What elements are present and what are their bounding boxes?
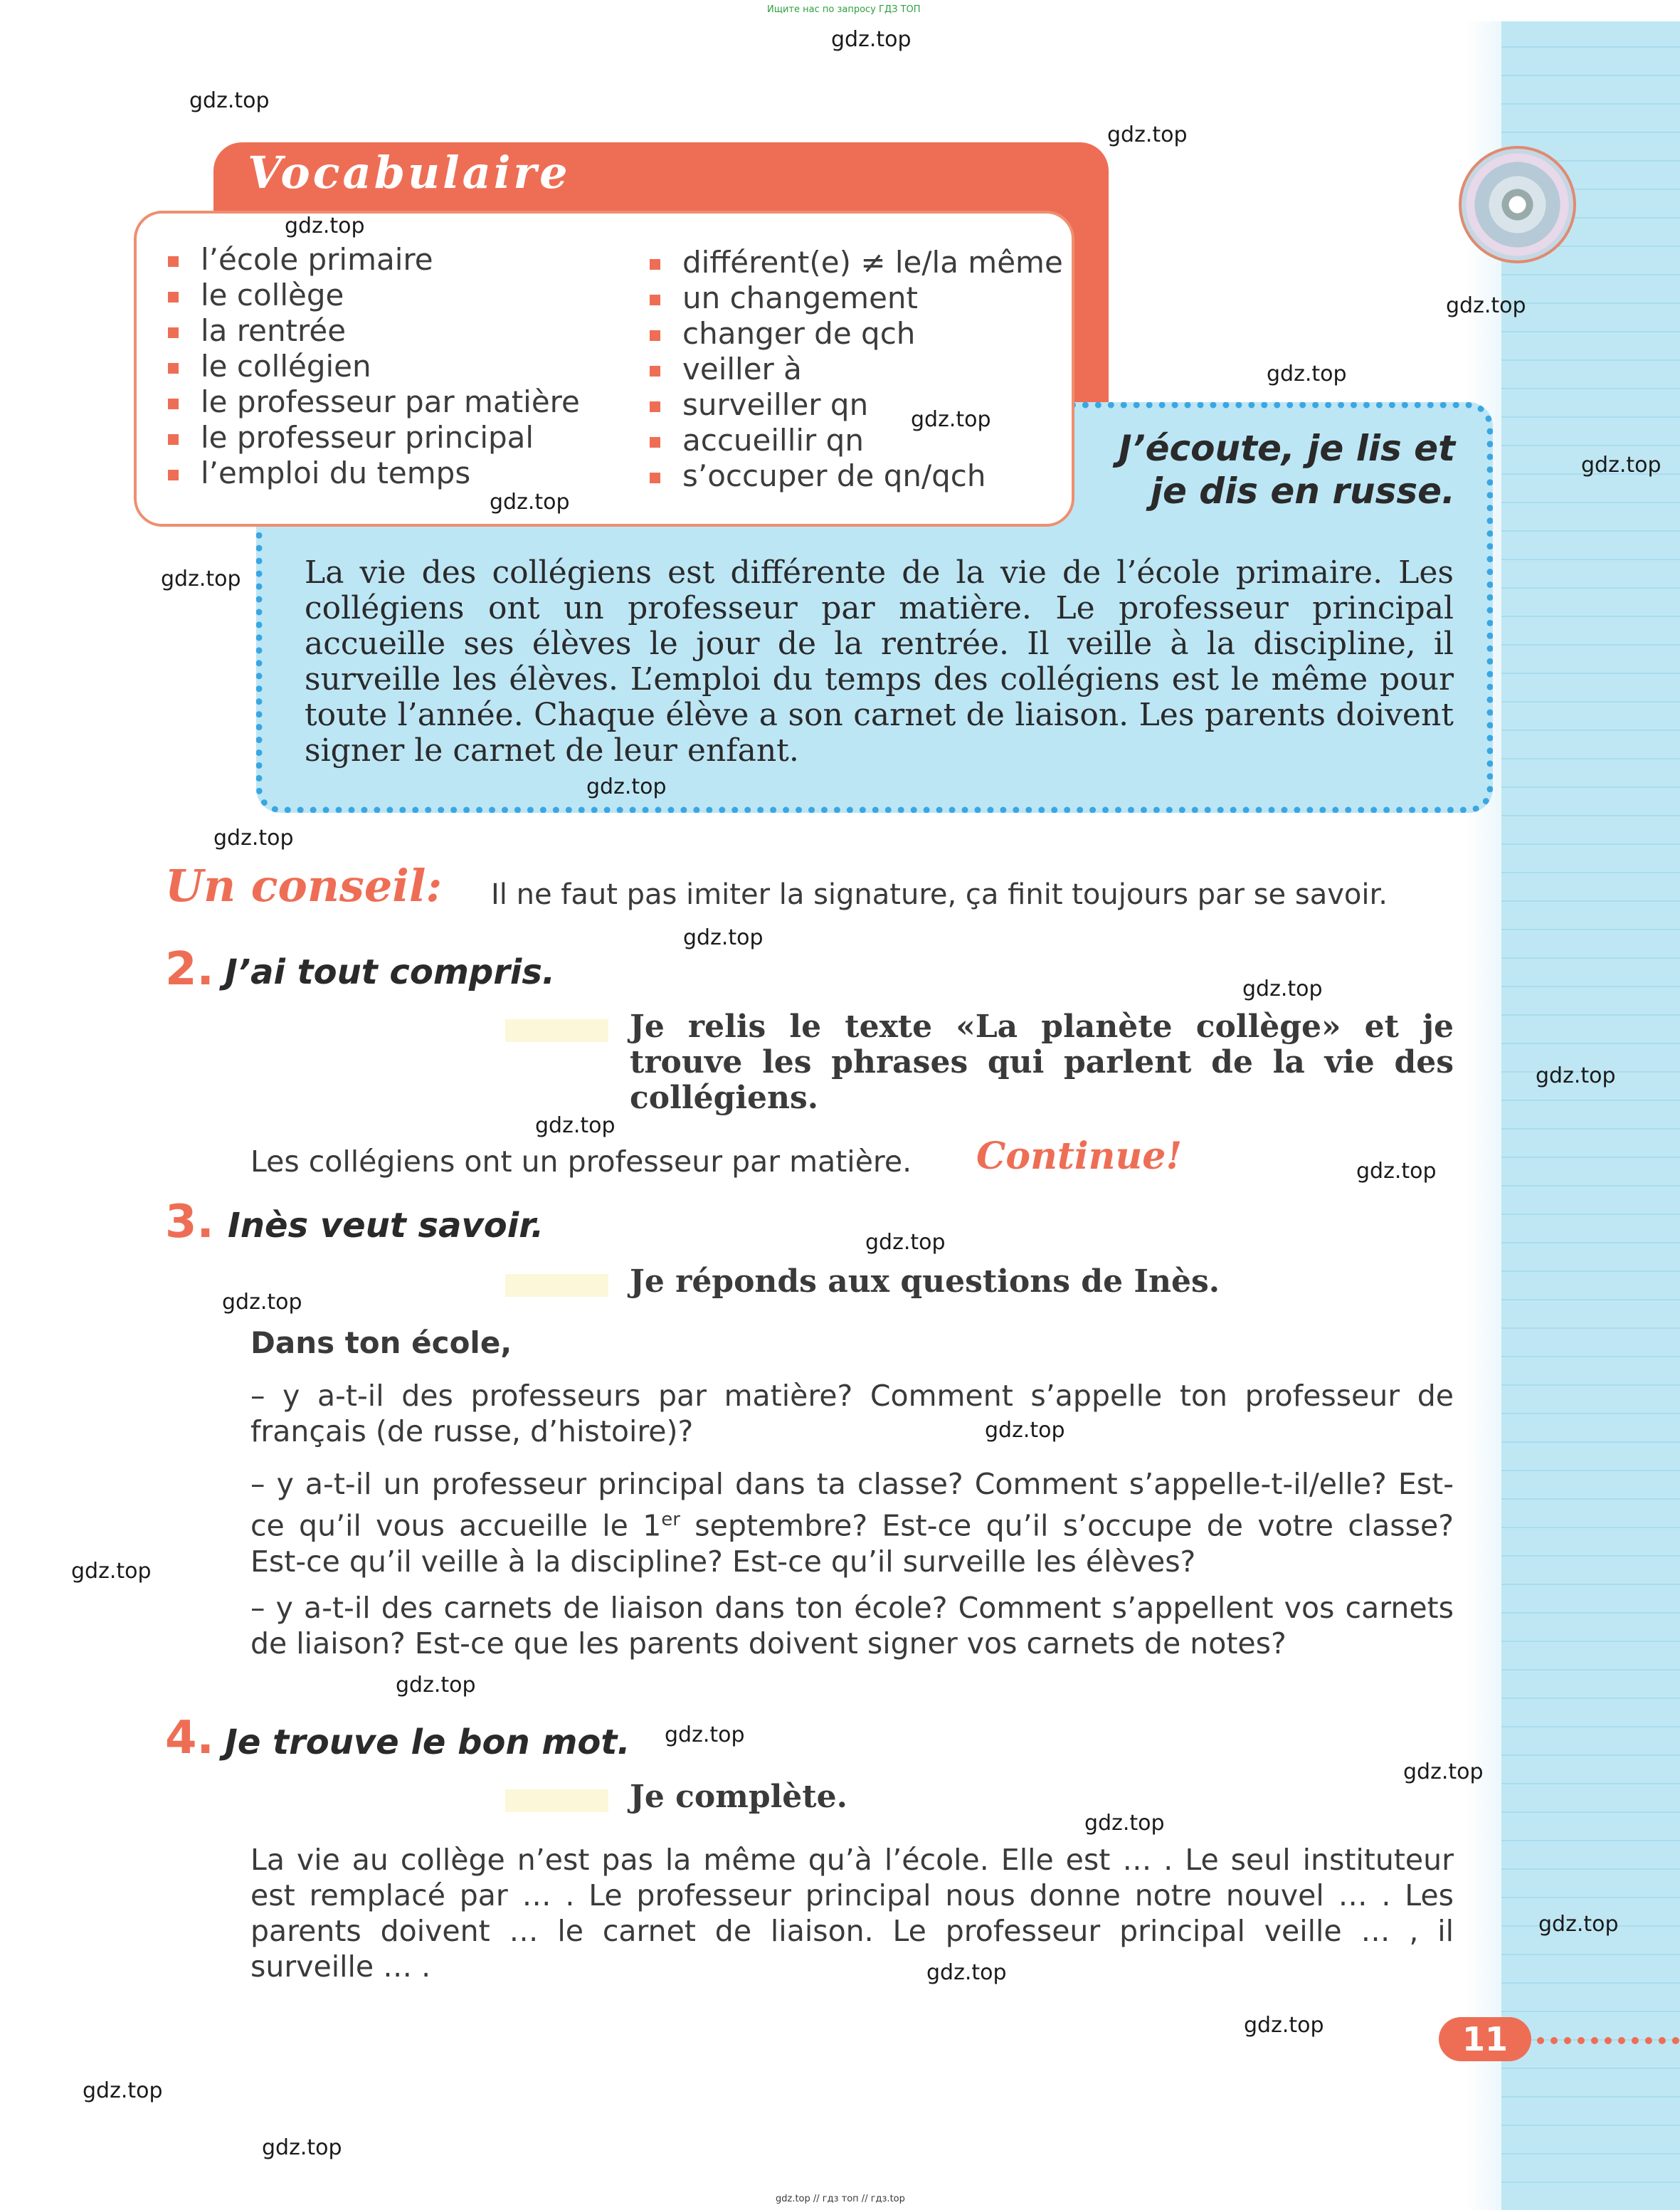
watermark: gdz.top	[262, 2135, 342, 2160]
watermark: gdz.top	[285, 214, 365, 238]
exercise-2-number: 2.	[165, 943, 214, 996]
vocabulaire-right-list	[650, 245, 1063, 494]
watermark: gdz.top	[926, 1960, 1007, 1985]
vocabulaire-left-list	[168, 242, 580, 491]
superscript: er	[661, 1509, 680, 1530]
vocab-item: le professeur par matière	[168, 384, 580, 420]
vocab-item: accueillir qn	[650, 423, 1063, 458]
vocab-item: le professeur principal	[168, 420, 580, 456]
watermark: gdz.top	[985, 1418, 1065, 1443]
task-marker	[505, 1019, 608, 1042]
exercise-3-question-1: – y a-t-il des professeurs par matière? Comment s’appelle ton professeur de français (de russe, d’histoire)?	[250, 1379, 1454, 1448]
watermark: gdz.top	[1356, 1159, 1437, 1184]
question-2-part-2: septembre? Est-ce qu’il s’occupe de votre classe? Est-ce qu’il veille à la discipline? Est-ce qu’il surveille les élèves?	[250, 1508, 1454, 1579]
watermark: gdz.top	[396, 1673, 476, 1698]
watermark: gdz.top	[71, 1559, 152, 1584]
vocab-item: veiller à	[650, 352, 1063, 387]
conseil-label: Un conseil:	[165, 860, 443, 912]
exercise-3-question-2	[250, 1466, 1454, 1579]
watermark: gdz.top	[1107, 122, 1188, 147]
watermark: gdz.top	[1403, 1759, 1484, 1784]
watermark: gdz.top	[865, 1230, 946, 1255]
watermark: gdz.top	[665, 1722, 745, 1747]
watermark: gdz.top	[586, 774, 667, 799]
watermark: gdz.top	[1267, 362, 1347, 386]
watermark: gdz.top	[1244, 2013, 1324, 2038]
exercise-2-task: Je relis le texte «La planète collège» et je trouve les phrases qui parlent de la vie des collégiens.	[630, 1009, 1454, 1116]
continue-label: Continue!	[976, 1135, 1183, 1178]
exercise-2-title: J’ai tout compris.	[225, 952, 556, 992]
watermark: gdz.top	[1581, 453, 1661, 478]
watermark: gdz.top	[911, 407, 991, 432]
watermark: gdz.top	[490, 490, 570, 515]
exercise-3-number: 3.	[165, 1196, 214, 1248]
exercise-3-lead: Dans ton école,	[250, 1325, 512, 1360]
right-decorative-strip	[1501, 21, 1680, 2210]
audio-cd-icon[interactable]	[1459, 146, 1576, 263]
question-2-part-1: – y a-t-il un professeur principal dans ta classe? Comment s’appelle-t-il/elle? Est-ce qu’il vous accueille le 1	[250, 1467, 1454, 1543]
vocabulaire-title: Vocabulaire	[248, 147, 571, 199]
vocab-item: changer de qch	[650, 316, 1063, 352]
watermark: gdz.top	[83, 2078, 163, 2103]
vocab-item: surveiller qn	[650, 387, 1063, 423]
watermark: gdz.top	[1538, 1912, 1619, 1937]
watermark: gdz.top	[1446, 293, 1526, 318]
vocab-item: la rentrée	[168, 313, 580, 349]
page-number: 11	[1439, 2017, 1531, 2061]
watermark: gdz.top	[161, 567, 241, 591]
exercise-3-question-3: – y a-t-il des carnets de liaison dans ton école? Comment s’appellent vos carnets de liaison? Est-ce que les parents doivent signer vos carnets de notes?	[250, 1591, 1454, 1661]
exercise-3-title: Inès veut savoir.	[228, 1206, 544, 1246]
ecoute-title	[1096, 427, 1455, 512]
ecoute-line1: J’écoute, je lis et	[1118, 428, 1455, 469]
conseil-text: Il ne faut pas imiter la signature, ça finit toujours par se savoir.	[491, 878, 1388, 911]
exercise-4-number: 4.	[165, 1712, 214, 1764]
watermark: gdz.top	[535, 1113, 616, 1138]
watermark: gdz.top	[1084, 1811, 1165, 1836]
task-marker	[505, 1274, 608, 1297]
vocab-item: le collégien	[168, 349, 580, 384]
page-number-dots	[1537, 2037, 1679, 2051]
exercise-3-task: Je réponds aux questions de Inès.	[630, 1263, 1220, 1300]
watermark: gdz.top	[1242, 977, 1323, 1001]
vocab-item: le collège	[168, 278, 580, 313]
exercise-4-task: Je complète.	[630, 1779, 847, 1815]
vocab-item: l’école primaire	[168, 242, 580, 278]
vocab-item: différent(e) ≠ le/la même	[650, 245, 1063, 280]
vocab-item: l’emploi du temps	[168, 456, 580, 491]
ecoute-line2: je dis en russe.	[1150, 470, 1455, 512]
vocab-item: s’occuper de qn/qch	[650, 458, 1063, 494]
exercise-4-title: Je trouve le bon mot.	[225, 1722, 630, 1762]
vocab-item: un changement	[650, 280, 1063, 316]
top-note: Ищите нас по запросу ГДЗ ТОП	[767, 4, 921, 15]
watermark: gdz.top	[222, 1290, 302, 1315]
watermark: gdz.top	[1536, 1063, 1616, 1088]
task-marker	[505, 1789, 608, 1812]
exercise-4-text: La vie au collège n’est pas la même qu’à l’école. Elle est … . Le seul instituteur est remplacé par … . Le professeur principal nous donne notre nouvel … . Les parents doivent … le carnet de liaison. Le professeur principal veille … , il surveille … .	[250, 1843, 1454, 1984]
watermark: gdz.top	[831, 27, 912, 52]
reading-text: La vie des collégiens est différente de la vie de l’école primaire. Les collégiens ont un professeur par matière. Le professeur principal accueille ses élèves le jour de la rentrée. Il veille à la discipline, il surveille les élèves. L’emploi du temps des collégiens est le même pour toute l’année. Chaque élève a son carnet de liaison. Les parents doivent signer le carnet de leur enfant.	[305, 554, 1454, 769]
bottom-note: gdz.top // гдз топ // гдз.top	[776, 2194, 905, 2204]
watermark: gdz.top	[213, 826, 294, 851]
watermark: gdz.top	[683, 925, 764, 950]
exercise-2-example: Les collégiens ont un professeur par matière.	[250, 1145, 912, 1179]
watermark: gdz.top	[189, 88, 270, 113]
